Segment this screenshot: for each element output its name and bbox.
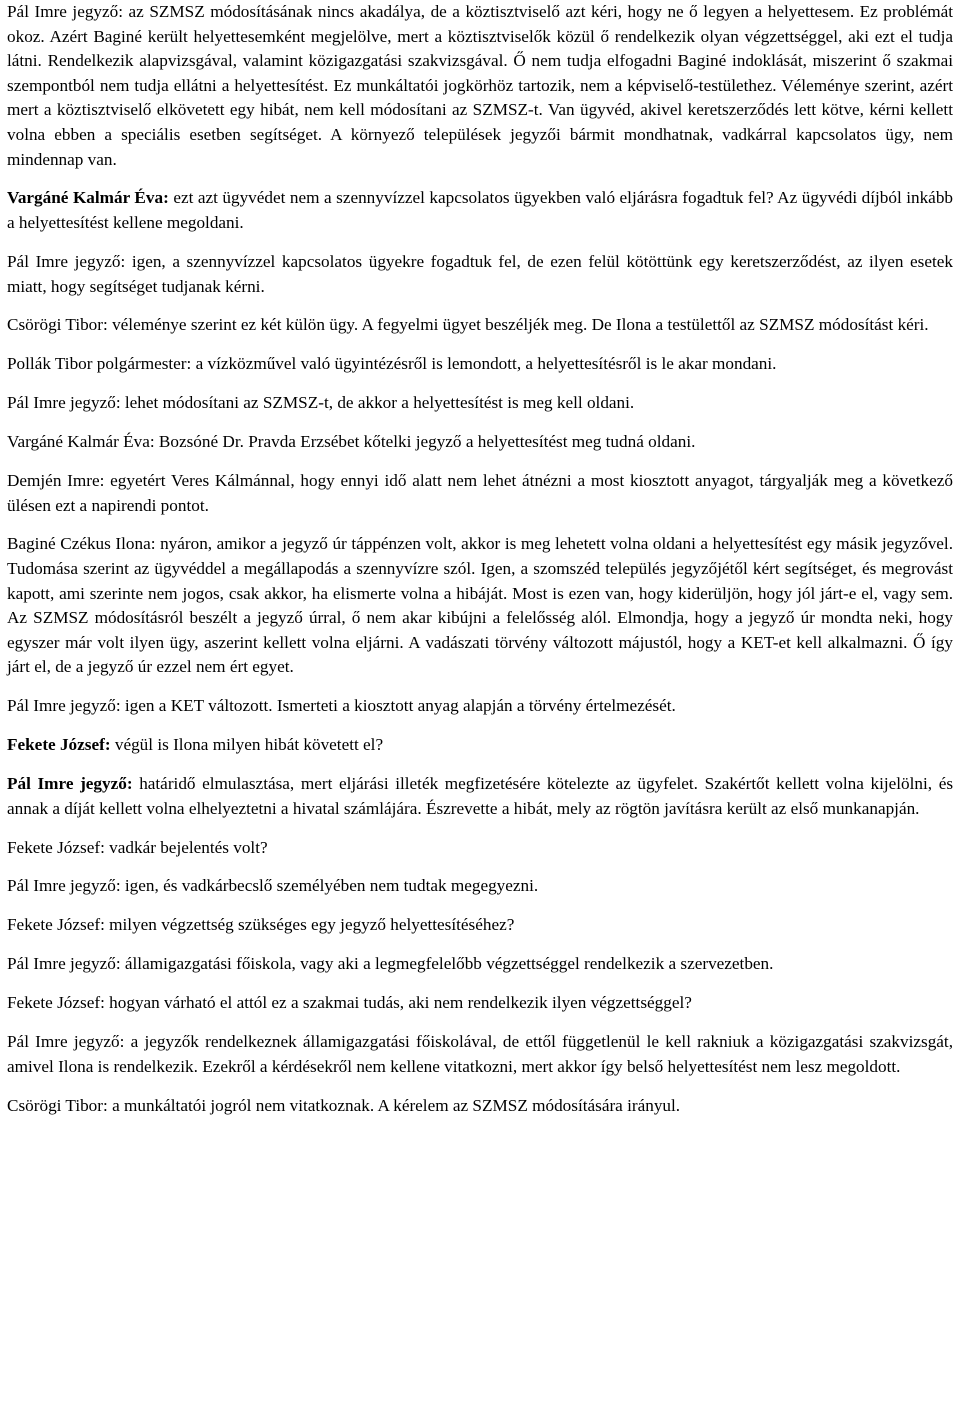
- separator: :: [150, 534, 161, 554]
- paragraph-16: [7, 952, 953, 977]
- speaker-name: Pál Imre jegyző: [7, 2, 119, 21]
- statement-text: Bozsóné Dr. Pravda Erzsébet kőtelki jegyző a helyettesítést meg tudná oldani.: [158, 432, 696, 452]
- statement-text: a jegyzők rendelkeznek államigazgatási főiskolával, de ettől függetlenül le kell rakniuk a közigazgatási szakvizsgát, amivel Ilona is rendelkezik. Ezekről a kérdésekről nem kellene vitatkozni, mert akkor így belső helyettesítést nem lesz megoldott.: [7, 1032, 953, 1076]
- statement-text: véleménye szerint ez két külön ügy. A fegyelmi ügyet beszéljék meg. De Ilona a testülettől az SZMSZ módosítást kéri.: [112, 315, 929, 335]
- paragraph-7: [7, 430, 953, 455]
- paragraph-11: [7, 733, 953, 758]
- paragraph-15: [7, 913, 953, 938]
- separator: :: [103, 1095, 113, 1115]
- speaker-name: Pál Imre jegyző: [7, 251, 121, 271]
- separator: :: [115, 954, 125, 974]
- separator: :: [99, 470, 111, 490]
- paragraph-19: [7, 1094, 953, 1119]
- speaker-name: Pál Imre jegyző: [7, 696, 116, 716]
- statement-text: ezt azt ügyvédet nem a szennyvízzel kapcsolatos ügyekben való eljárásra fogadtuk fel? Az ügyvédi díjból inkább a helyettesítést kellene megoldani.: [7, 188, 954, 233]
- paragraph-2: [7, 186, 953, 235]
- statement-text: határidő elmulasztása, mert eljárási illeték megfizetésére kötelezte az ügyfelet. Szakértőt kellett volna kijelölni, és annak a díját kellett volna elhelyeztetni a hivatal számlájára. Észrevette a hibát, mely az rögtön javításra került az első munkanapján.: [7, 774, 954, 818]
- statement-text: vadkár bejelentés volt?: [109, 837, 268, 857]
- paragraph-18: [7, 1030, 953, 1079]
- statement-text: milyen végzettség szükséges egy jegyző helyettesítéséhez?: [109, 915, 515, 935]
- paragraph-1: [7, 0, 953, 172]
- speaker-name: Fekete József: [7, 993, 101, 1013]
- speaker-name: Pál Imre jegyző: [7, 876, 116, 896]
- statement-text: hogyan várható el attól ez a szakmai tudás, aki nem rendelkezik ilyen végzettséggel?: [109, 993, 692, 1013]
- speaker-name: Baginé Czékus Ilona: [7, 534, 151, 554]
- speaker-name: Pál Imre jegyző: [7, 393, 116, 413]
- separator: :: [118, 2, 129, 21]
- paragraph-6: [7, 391, 953, 416]
- speaker-name: Pollák Tibor polgármester: [7, 354, 187, 374]
- speaker-name: Csörögi Tibor: [7, 1095, 103, 1115]
- speaker-name: Demjén Imre: [7, 470, 100, 490]
- separator: :: [119, 1032, 131, 1052]
- separator: :: [100, 993, 110, 1013]
- paragraph-13: [7, 836, 953, 861]
- statement-text: lehet módosítani az SZMSZ-t, de akkor a helyettesítést is meg kell oldani.: [124, 393, 635, 413]
- statement-text: az SZMSZ módosításának nincs akadálya, de a köztisztviselő azt kéri, hogy ne ő legyen a helyettesem. Ez problémát okoz. Azért Baginé került helyettesemként megjelölve, mert a köztisztviselők közül ő rendelkezik olyan végzettséggel, aki ezt el tudja látni. Rendelkezik alapvizsgával, valamint közigazgatási szakvizsgával. Ő nem tudja elfogadni Baginé indoklását, miszerint ő szakmai szempontból nem tudja ellátni a helyettesítést. Ez munkáltatói jogkörhöz tartozik, nem a képviselő-testülethez. Véleménye szerint, azért mert a köztisztviselő elkövetett egy hibát, nem kell módosítani az SZMSZ-t. Van ügyvéd, akivel keretszerződés lett kötve, kérni kellett volna ebben a speciális esetben segítséget. A környező települések jegyzői bármit mondhatnak, vadkárral kapcsolatos ügy, nem mindennap van.: [7, 2, 953, 169]
- statement-text: a vízközművel való ügyintézésről is lemondott, a helyettesítésről is le akar mondani.: [195, 354, 777, 374]
- speaker-name: Pál Imre jegyző:: [7, 774, 133, 794]
- speaker-name: Vargáné Kalmár Éva:: [7, 188, 169, 208]
- paragraph-5: [7, 352, 953, 377]
- statement-text: igen, és vadkárbecslő személyében nem tudtak megegyezni.: [124, 876, 539, 896]
- separator: :: [115, 393, 125, 413]
- speaker-name: Fekete József: [7, 915, 101, 935]
- paragraph-14: [7, 874, 953, 899]
- separator: :: [186, 354, 196, 374]
- paragraph-4: [7, 313, 953, 338]
- speaker-name: Pál Imre jegyző: [7, 954, 116, 974]
- speaker-name: Fekete József: [7, 837, 101, 857]
- paragraph-17: [7, 991, 953, 1016]
- separator: :: [115, 696, 125, 716]
- paragraph-3: [7, 250, 953, 299]
- speaker-name: Csörögi Tibor: [7, 315, 103, 335]
- statement-text: a munkáltatói jogról nem vitatkoznak. A kérelem az SZMSZ módosítására irányul.: [112, 1095, 681, 1115]
- paragraph-9: [7, 532, 953, 680]
- speaker-name: Fekete József:: [7, 735, 111, 755]
- speaker-name: Vargáné Kalmár Éva:: [7, 432, 155, 452]
- separator: :: [103, 315, 113, 335]
- statement-text: egyetért Veres Kálmánnal, hogy ennyi idő alatt nem lehet átnézni a most kiosztott anyagot, tárgyalják meg a következő ülésen ezt a napirendi pontot.: [7, 470, 953, 515]
- paragraph-12: [7, 772, 953, 821]
- statement-text: nyáron, amikor a jegyző úr táppénzen volt, akkor is meg lehetett volna oldani a helyettesítést egy másik jegyzővel. Tudomása szerint az ügyvéddel a megállapodás a szennyvízre szól. Igen, a szomszéd település jegyzőjétől kért segítséget, és megrovást kapott, ami szerinte nem jogos, csak akkor, ha elismerte volna a hibáját. Most is ezen van, hogy kiderüljön, hogy jól járt-e el, vagy sem. Az SZMSZ módosításról beszélt a jegyző úrral, ő nem akar kibújni a felelősség alól. Elmondja, hogy a jegyző úr mondta neki, hogy egyszer már volt ilyen ügy, aszerint kellett volna eljárni. A vadászati törvény változott májustól, hogy a KET-et kell alkalmazni. Ő így járt el, de a jegyző úr ezzel nem ért egyet.: [7, 534, 953, 677]
- statement-text: igen a KET változott. Ismerteti a kiosztott anyag alapján a törvény értelmezését.: [124, 696, 676, 716]
- paragraph-8: [7, 469, 953, 518]
- separator: :: [100, 915, 110, 935]
- statement-text: államigazgatási főiskola, vagy aki a legmegfelelőbb végzettséggel rendelkezik a szervezetben.: [124, 954, 774, 974]
- statement-text: igen, a szennyvízzel kapcsolatos ügyekre fogadtuk fel, de ezen felül kötöttünk egy keretszerződést, az ilyen esetek miatt, hogy segítséget tudjanak kérni.: [7, 251, 953, 296]
- paragraph-10: [7, 694, 953, 719]
- separator: :: [115, 876, 125, 896]
- separator: :: [120, 251, 132, 271]
- separator: :: [100, 837, 110, 857]
- statement-text: végül is Ilona milyen hibát követett el?: [114, 735, 384, 755]
- speaker-name: Pál Imre jegyző: [7, 1032, 120, 1052]
